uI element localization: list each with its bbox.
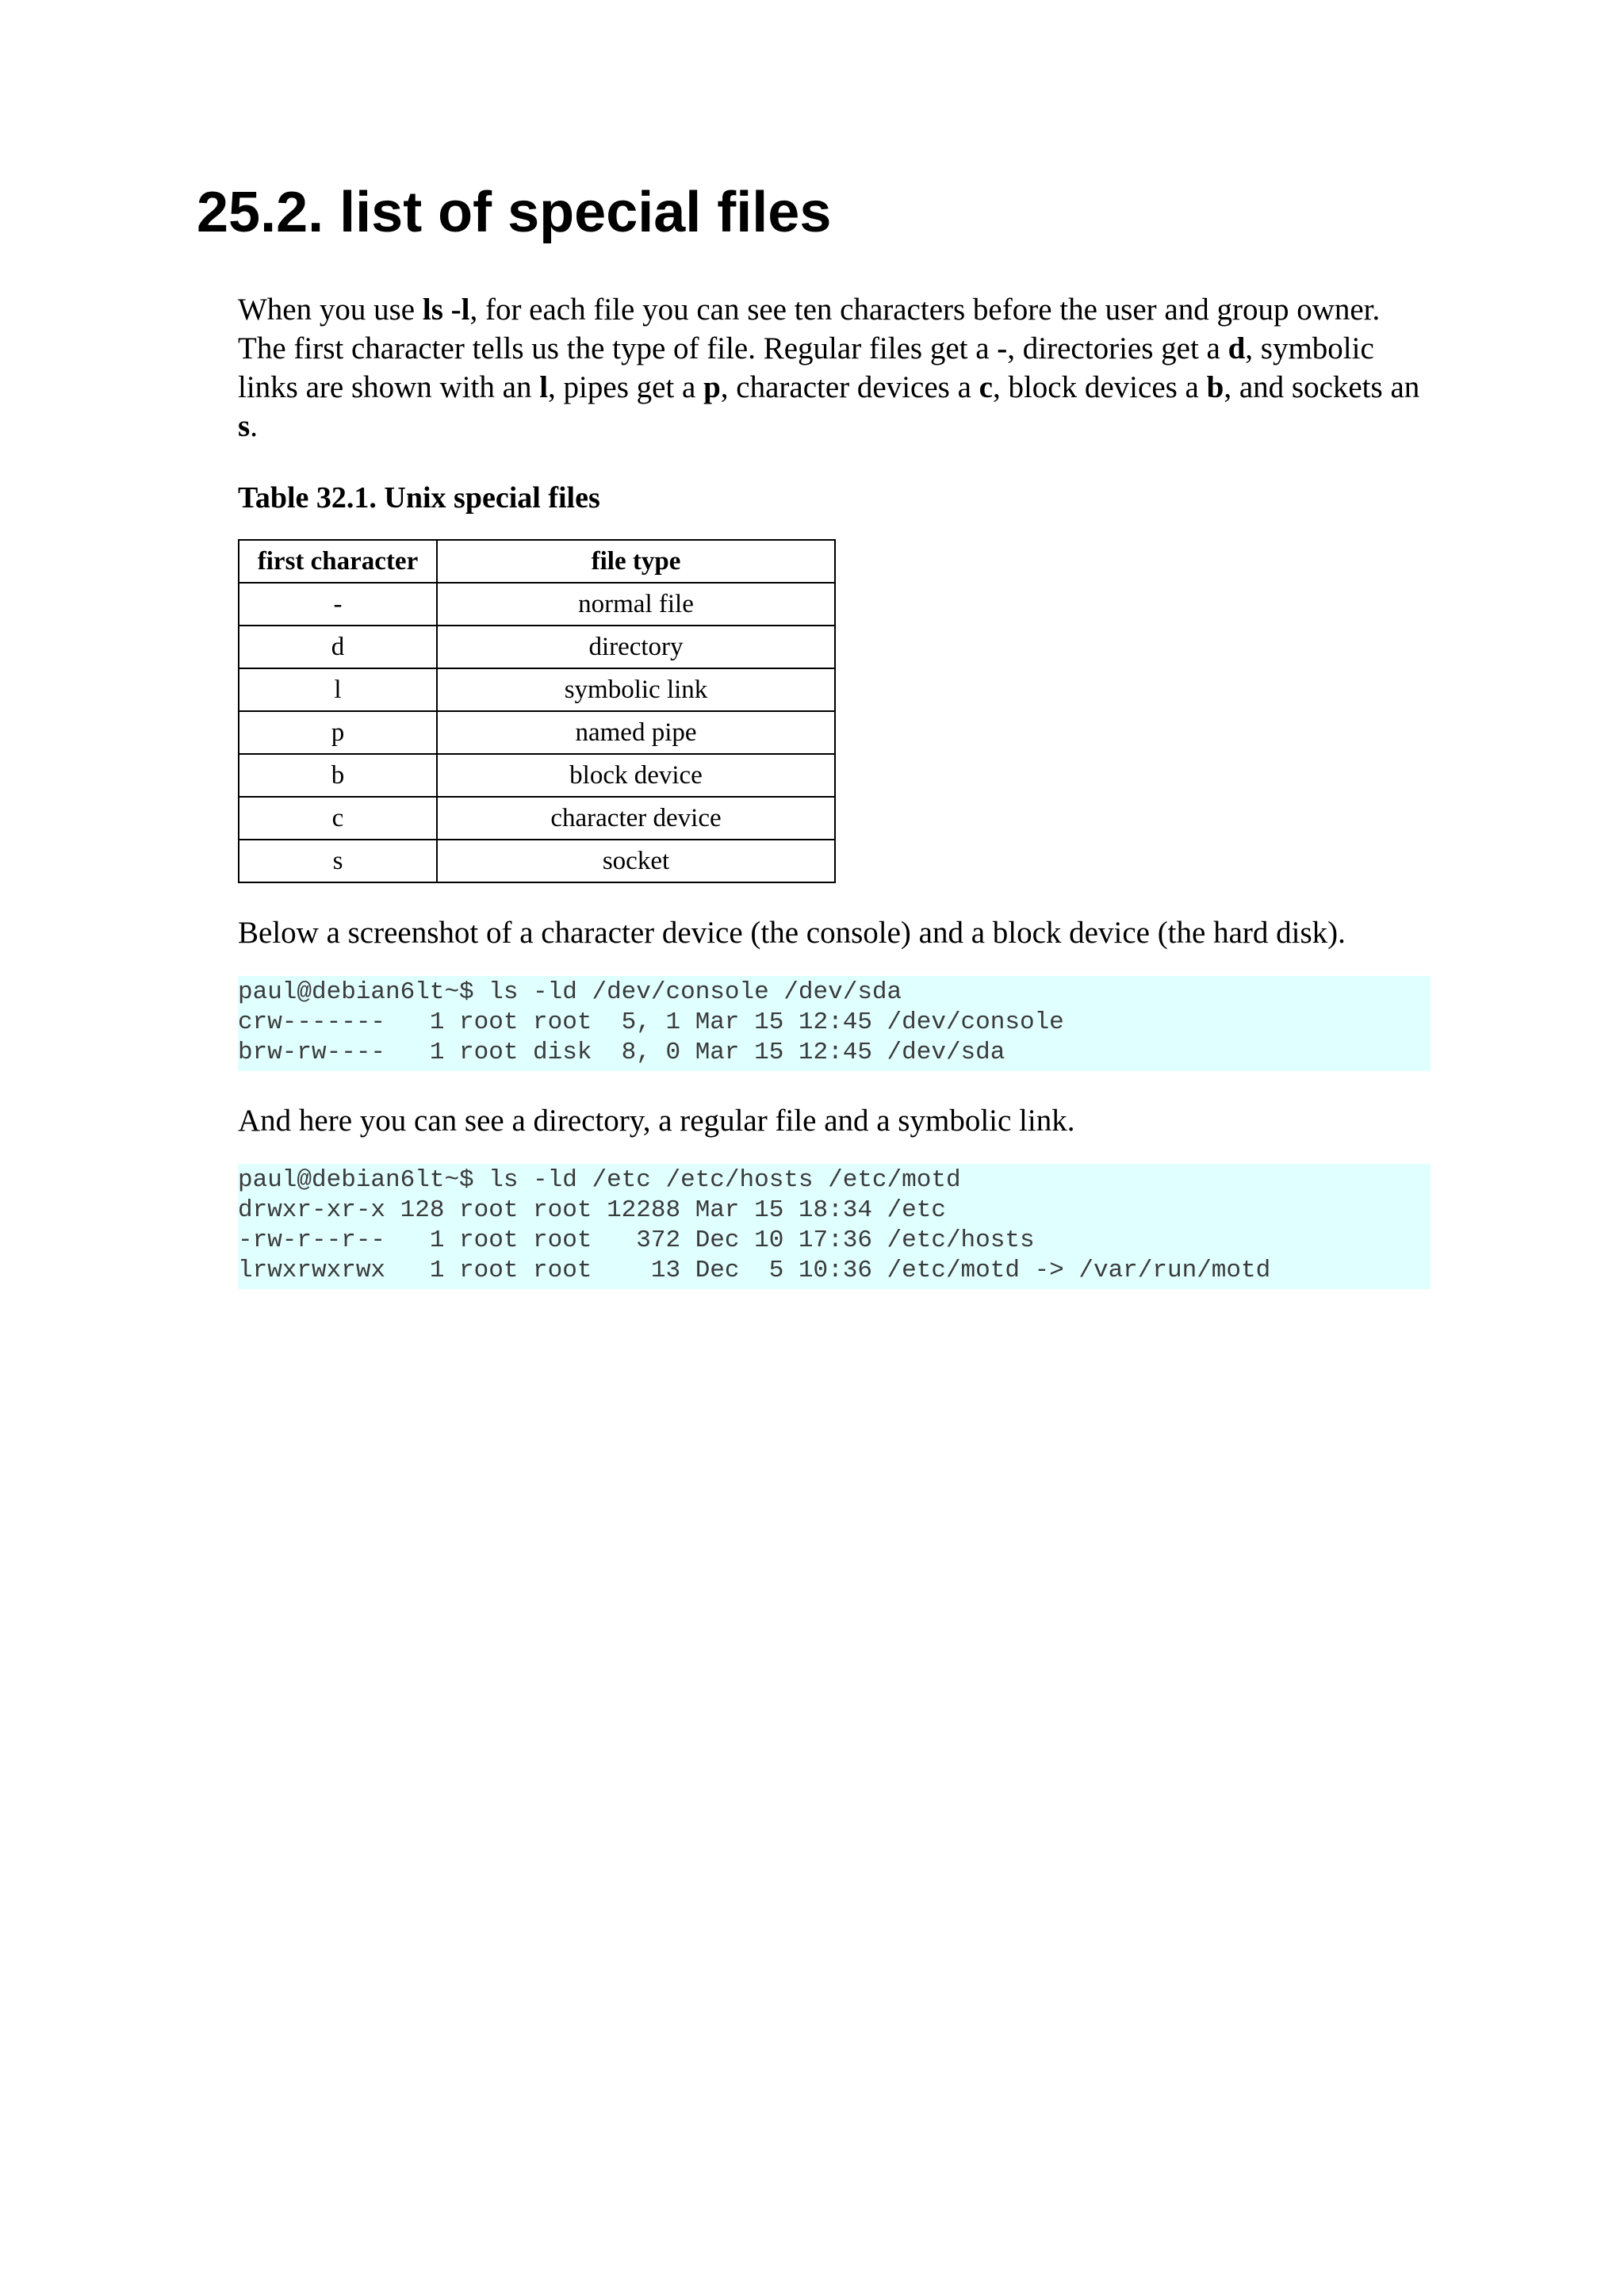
cell-character: -: [239, 583, 437, 626]
table-row: [239, 583, 835, 626]
devices-paragraph: Below a screenshot of a character device (the console) and a block device (the hard disk).: [238, 916, 1346, 950]
table-caption: Table 32.1. Unix special files: [238, 481, 600, 515]
header-first-character: first character: [239, 540, 437, 583]
files-screenshot: [238, 1164, 1431, 1289]
table-row: [239, 754, 835, 797]
table-row: [239, 711, 835, 754]
table-row: [239, 668, 835, 711]
table-header-row: [239, 540, 835, 583]
header-file-type: file type: [437, 540, 835, 583]
devices-screenshot: [238, 976, 1431, 1071]
screen-line: paul@debian6lt~$ ls -ld /dev/console /dev/sda: [238, 978, 902, 1006]
screen-line: lrwxrwxrwx 1 root root 13 Dec 5 10:36 /etc/motd -> /var/run/motd: [238, 1257, 1271, 1284]
cell-file-type: directory: [437, 626, 835, 668]
cell-character: c: [239, 797, 437, 840]
cell-file-type: named pipe: [437, 711, 835, 754]
screen-line: drwxr-xr-x 128 root root 12288 Mar 15 18:34 /etc: [238, 1196, 946, 1224]
cell-file-type: socket: [437, 840, 835, 882]
cell-file-type: symbolic link: [437, 668, 835, 711]
intro-paragraph: When you use ls -l, for each file you can see ten characters before the user and group owner. The first character tells us the type of file. Regular files get a -, directories get a d, symbolic links are shown with an l, pipes get a p, character devices a c, block devices a b, and sockets an s.: [238, 293, 1420, 443]
screen-line: paul@debian6lt~$ ls -ld /etc /etc/hosts /etc/motd: [238, 1166, 961, 1194]
cell-file-type: block device: [437, 754, 835, 797]
cell-character: d: [239, 626, 437, 668]
cell-file-type: character device: [437, 797, 835, 840]
screen-line: brw-rw---- 1 root disk 8, 0 Mar 15 12:45 /dev/sda: [238, 1039, 1005, 1066]
cell-character: l: [239, 668, 437, 711]
section-body: [238, 290, 1431, 1289]
files-paragraph: And here you can see a directory, a regular file and a symbolic link.: [238, 1104, 1075, 1138]
cell-character: s: [239, 840, 437, 882]
page-title: 25.2. list of special files: [197, 181, 832, 244]
table-row: [239, 797, 835, 840]
table-row: [239, 626, 835, 668]
special-files-table: [238, 539, 836, 883]
table-row: [239, 840, 835, 882]
cell-file-type: normal file: [437, 583, 835, 626]
cell-character: b: [239, 754, 437, 797]
cell-character: p: [239, 711, 437, 754]
screen-line: crw------- 1 root root 5, 1 Mar 15 12:45 /dev/console: [238, 1008, 1064, 1036]
screen-line: -rw-r--r-- 1 root root 372 Dec 10 17:36 /etc/hosts: [238, 1226, 1035, 1254]
